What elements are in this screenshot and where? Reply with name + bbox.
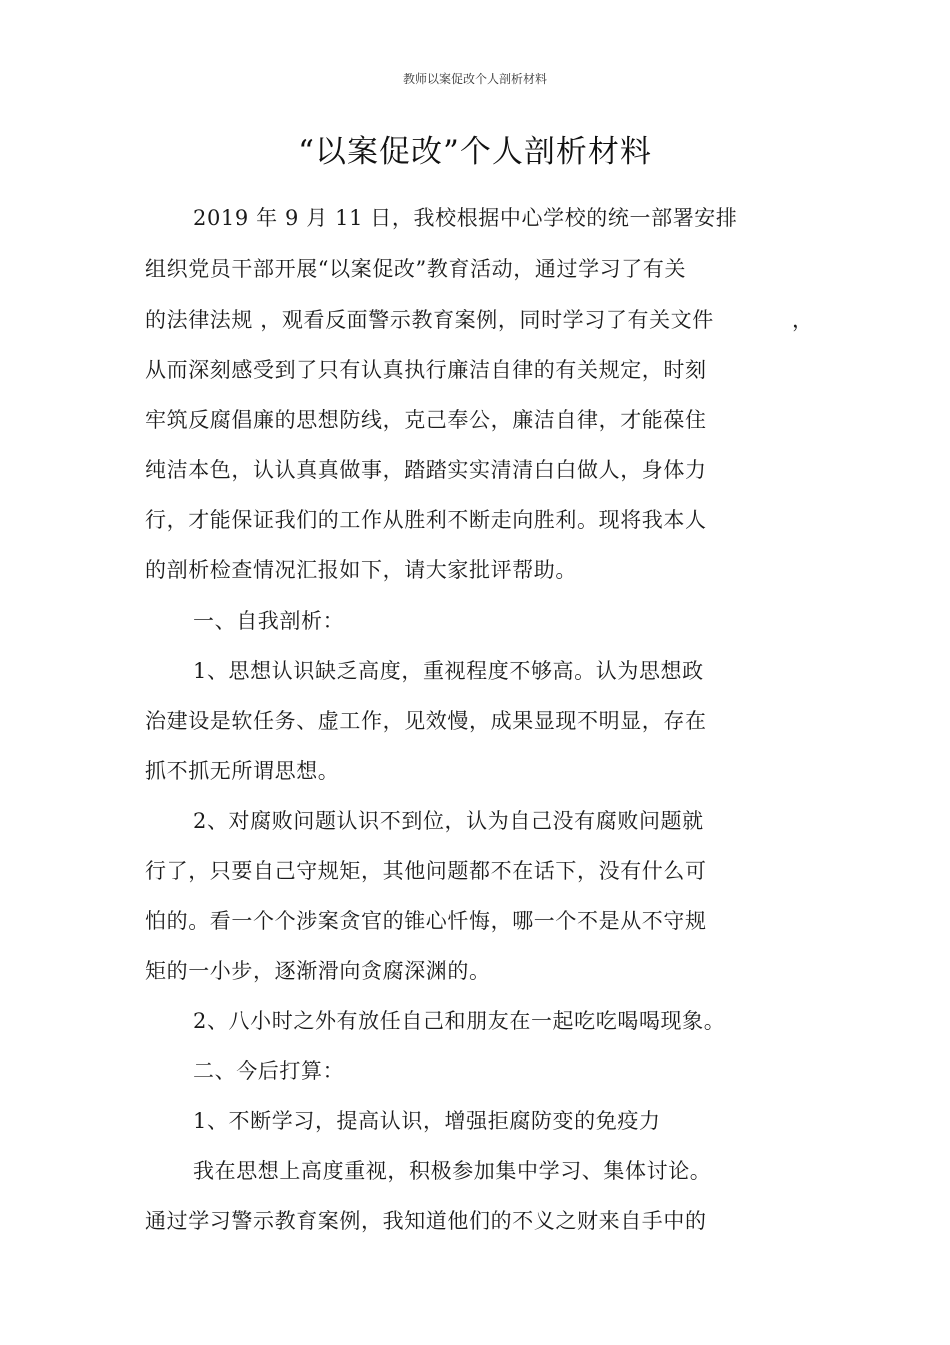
paragraph-line: 行，才能保证我们的工作从胜利不断走向胜利。现将我本人 (145, 508, 707, 532)
paragraph-line: 牢筑反腐倡廉的思想防线，克己奉公，廉洁自律，才能葆住 (145, 408, 707, 432)
section-heading: 一、自我剖析： (193, 609, 345, 633)
running-header: 教师以案促改个人剖析材料 (402, 72, 547, 86)
paragraph-line: 纯洁本色，认认真真做事，踏踏实实清清白白做人，身体力 (145, 458, 707, 482)
paragraph-line: 通过学习警示教育案例，我知道他们的不义之财来自手中的 (145, 1209, 707, 1233)
paragraph-line: 的法律法规 ，观看反面警示教育案例，同时学习了有关文件 (145, 308, 714, 332)
paragraph-line: 1、不断学习，提高认识，增强拒腐防变的免疫力 (193, 1109, 661, 1133)
paragraph-line: 行了，只要自己守规矩，其他问题都不在话下，没有什么可 (145, 859, 707, 883)
paragraph-line: 1、思想认识缺乏高度，重视程度不够高。认为思想政 (193, 659, 704, 683)
paragraph-line: 我在思想上高度重视，积极参加集中学习、集体讨论。 (193, 1159, 712, 1183)
section-heading: 二、今后打算： (193, 1059, 345, 1083)
document-title: “以案促改”个人剖析材料 (298, 134, 652, 170)
paragraph-line: 抓不抓无所谓思想。 (145, 759, 340, 783)
paragraph-line: 2、八小时之外有放任自己和朋友在一起吃吃喝喝现象。 (193, 1009, 726, 1033)
paragraph-line: 组织党员干部开展“以案促改”教育活动，通过学习了有关 (145, 257, 687, 281)
paragraph-line: 矩的一小步，逐渐滑向贪腐深渊的。 (145, 959, 491, 983)
paragraph-line: 2019 年 9 月 11 日，我校根据中心学校的统一部署安排 (193, 206, 738, 230)
paragraph-line: 从而深刻感受到了只有认真执行廉洁自律的有关规定，时刻 (145, 358, 707, 382)
paragraph-line: 怕的。看一个个涉案贪官的锥心忏悔，哪一个不是从不守规 (145, 909, 707, 933)
paragraph-line: 的剖析检查情况汇报如下，请大家批评帮助。 (145, 558, 577, 582)
paragraph-line: 2、对腐败问题认识不到位，认为自己没有腐败问题就 (193, 809, 704, 833)
paragraph-line: 治建设是软任务、虚工作，见效慢，成果显现不明显，存在 (145, 709, 707, 733)
trailing-comma: ， (792, 308, 813, 332)
